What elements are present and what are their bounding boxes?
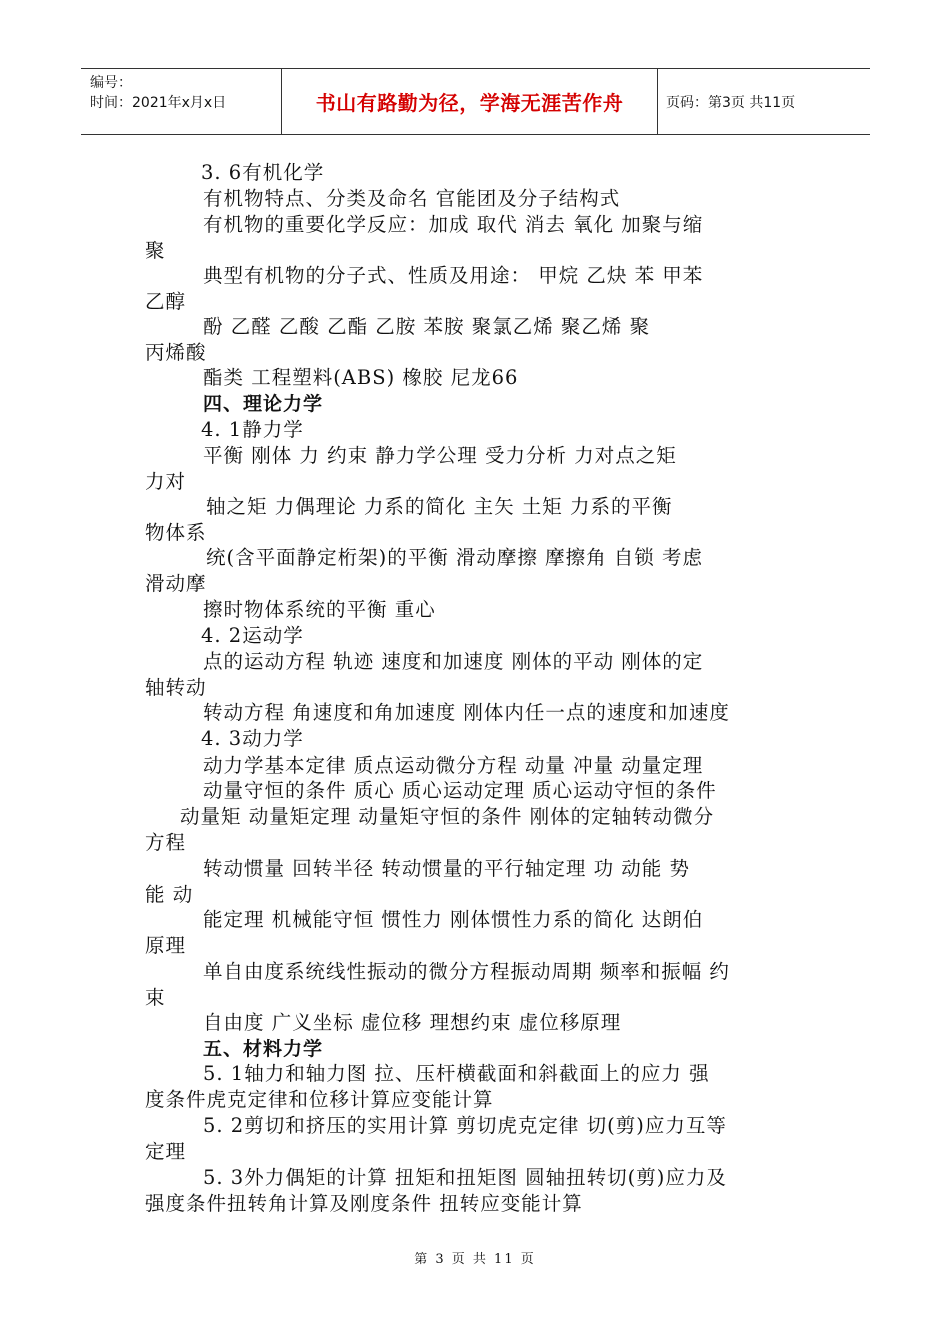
body-line: 转动方程 角速度和角加速度 刚体内任一点的速度和加速度 [203,701,730,724]
body-line: 有机物的重要化学反应：加成 取代 消去 氧化 加聚与缩 [203,213,704,236]
body-line: 5. 3外力偶矩的计算 扭矩和扭矩图 圆轴扭转切(剪)应力及 [203,1166,727,1189]
body-line: 有机物特点、分类及命名 官能团及分子结构式 [203,187,621,210]
body-line: 4. 3动力学 [201,727,304,750]
section-heading: 四、理论力学 [203,393,324,415]
body-line: 能 动 [145,883,194,906]
body-line: 能定理 机械能守恒 惯性力 刚体惯性力系的简化 达朗伯 [203,908,704,931]
body-line: 物体系 [145,521,207,544]
page-footer: 第 3 页 共 11 页 [414,1252,536,1267]
body-line: 酯类 工程塑料(ABS) 橡胶 尼龙66 [203,366,519,389]
body-line: 酚 乙醛 乙酸 乙酯 乙胺 苯胺 聚氯乙烯 聚乙烯 聚 [203,315,651,338]
body-line: 强度条件扭转角计算及刚度条件 扭转应变能计算 [145,1192,583,1215]
body-line: 单自由度系统线性振动的微分方程振动周期 频率和振幅 约 [203,960,730,983]
document-number: 编号： [90,75,132,91]
body-line: 3. 6有机化学 [201,161,325,184]
body-line: 转动惯量 回转半径 转动惯量的平行轴定理 功 动能 势 [203,857,690,880]
header-meta [81,69,282,134]
body-line: 丙烯酸 [145,341,207,364]
body-line: 4. 2运动学 [201,624,304,647]
body-line: 4. 1静力学 [201,418,304,441]
body-line: 轴之矩 力偶理论 力系的简化 主矢 土矩 力系的平衡 [206,495,673,518]
body-line: 动量守恒的条件 质心 质心运动定理 质心运动守恒的条件 [203,779,717,802]
document-date: 时间：2021年x月x日 [90,95,227,111]
body-line: 束 [145,986,166,1009]
body-line: 滑动摩 [145,572,207,595]
body-line: 动力学基本定律 质点运动微分方程 动量 冲量 动量定理 [203,754,704,777]
body-line: 力对 [145,470,187,493]
body-line: 5. 2剪切和挤压的实用计算 剪切虎克定律 切(剪)应力互等 [203,1114,727,1137]
header-motto: 书山有路勤为径，学海无涯苦作舟 [282,69,658,134]
body-line: 擦时物体系统的平衡 重心 [203,598,436,621]
page-header [81,68,870,135]
section-heading: 五、材料力学 [203,1038,324,1060]
body-line: 度条件虎克定律和位移计算应变能计算 [145,1088,494,1111]
body-line: 统(含平面静定桁架)的平衡 滑动摩擦 摩擦角 自锁 考虑 [206,546,704,569]
body-line: 自由度 广义坐标 虚位移 理想约束 虚位移原理 [203,1011,622,1034]
body-line: 典型有机物的分子式、性质及用途： 甲烷 乙炔 苯 甲苯 [203,264,704,287]
body-line: 乙醇 [145,290,187,313]
body-line: 动量矩 动量矩定理 动量矩守恒的条件 刚体的定轴转动微分 [180,805,715,828]
body-line: 点的运动方程 轨迹 速度和加速度 刚体的平动 刚体的定 [203,650,704,673]
body-line: 原理 [145,934,187,957]
body-line: 定理 [145,1140,187,1163]
body-line: 聚 [145,239,166,262]
body-line: 方程 [145,831,187,854]
body-line: 轴转动 [145,676,207,699]
body-line: 5. 1轴力和轴力图 拉、压杆横截面和斜截面上的应力 强 [203,1062,710,1085]
body-line: 平衡 刚体 力 约束 静力学公理 受力分析 力对点之矩 [203,444,677,467]
header-page-info: 页码：第3页 共11页 [666,94,796,111]
